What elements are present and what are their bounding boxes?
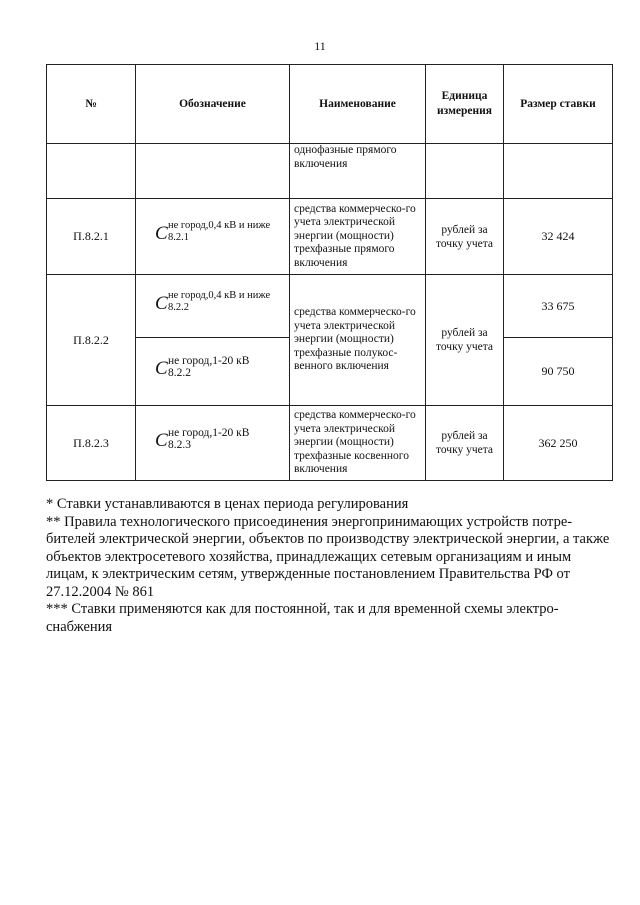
designation-formula: C не город,1-20 кВ 8.2.2 [155,355,250,379]
cell-num: П.8.2.1 [47,199,136,275]
table-header-row [47,65,613,144]
cell-rate: 33 675 [504,275,613,338]
designation-formula: C не город,0,4 кВ и ниже 8.2.1 [155,220,271,244]
page-number: 11 [314,39,326,53]
header-designation: Обозначение [136,65,290,144]
header-rate: Размер ставки [504,65,613,144]
designation-formula: C не город,0,4 кВ и ниже 8.2.2 [155,289,271,314]
cell-designation [136,275,290,338]
rates-table [46,64,613,481]
header-unit: Единица измерения [426,65,504,144]
cell-rate [504,144,613,199]
cell-name: однофазные прямого включения [290,144,426,199]
cell-designation [136,338,290,406]
cell-num: П.8.2.2 [47,275,136,406]
cell-unit: рублей за точку учета [426,199,504,275]
cell-name: средства коммерческо-го учета электрической энергии (мощности) трехфазные прямого включения [290,199,426,275]
cell-num [47,144,136,199]
footnote: * Ставки устанавливаются в ценах периода регулирования [46,496,409,512]
cell-unit: рублей за точку учета [426,406,504,481]
cell-rate: 90 750 [504,338,613,406]
cell-designation [136,199,290,275]
cell-num: П.8.2.3 [47,406,136,481]
cell-unit [426,144,504,199]
cell-rate: 32 424 [504,199,613,275]
cell-name: средства коммерческо-го учета электрической энергии (мощности) трехфазные полукос-венного включения [290,275,426,406]
cell-designation [136,144,290,199]
header-num: № [47,65,136,144]
footnote: ** Правила технологического присоединения энергопринимающих устройств потре-бителей электрической энергии, объектов по производству электрической энергии, а также объектов электросетевого хозяйства, принадлежащих сетевым организациям и иным лицам, к электрическим сетям, утвержденные постановлением Правительства РФ от 27.12.2004 № 861 [46,513,610,600]
cell-rate: 362 250 [504,406,613,481]
footnotes [46,496,612,636]
table-row [47,144,613,199]
header-name: Наименование [290,65,426,144]
table-row [47,199,613,275]
cell-name: средства коммерческо-го учета электрической энергии (мощности) трехфазные косвенного включения [290,406,426,481]
cell-unit: рублей за точку учета [426,275,504,406]
table-row [47,406,613,481]
cell-designation [136,406,290,481]
footnote: *** Ставки применяются как для постоянной, так и для временной схемы электро-снабжения [46,601,559,635]
table-row [47,275,613,338]
designation-formula: C не город,1-20 кВ 8.2.3 [155,426,250,451]
